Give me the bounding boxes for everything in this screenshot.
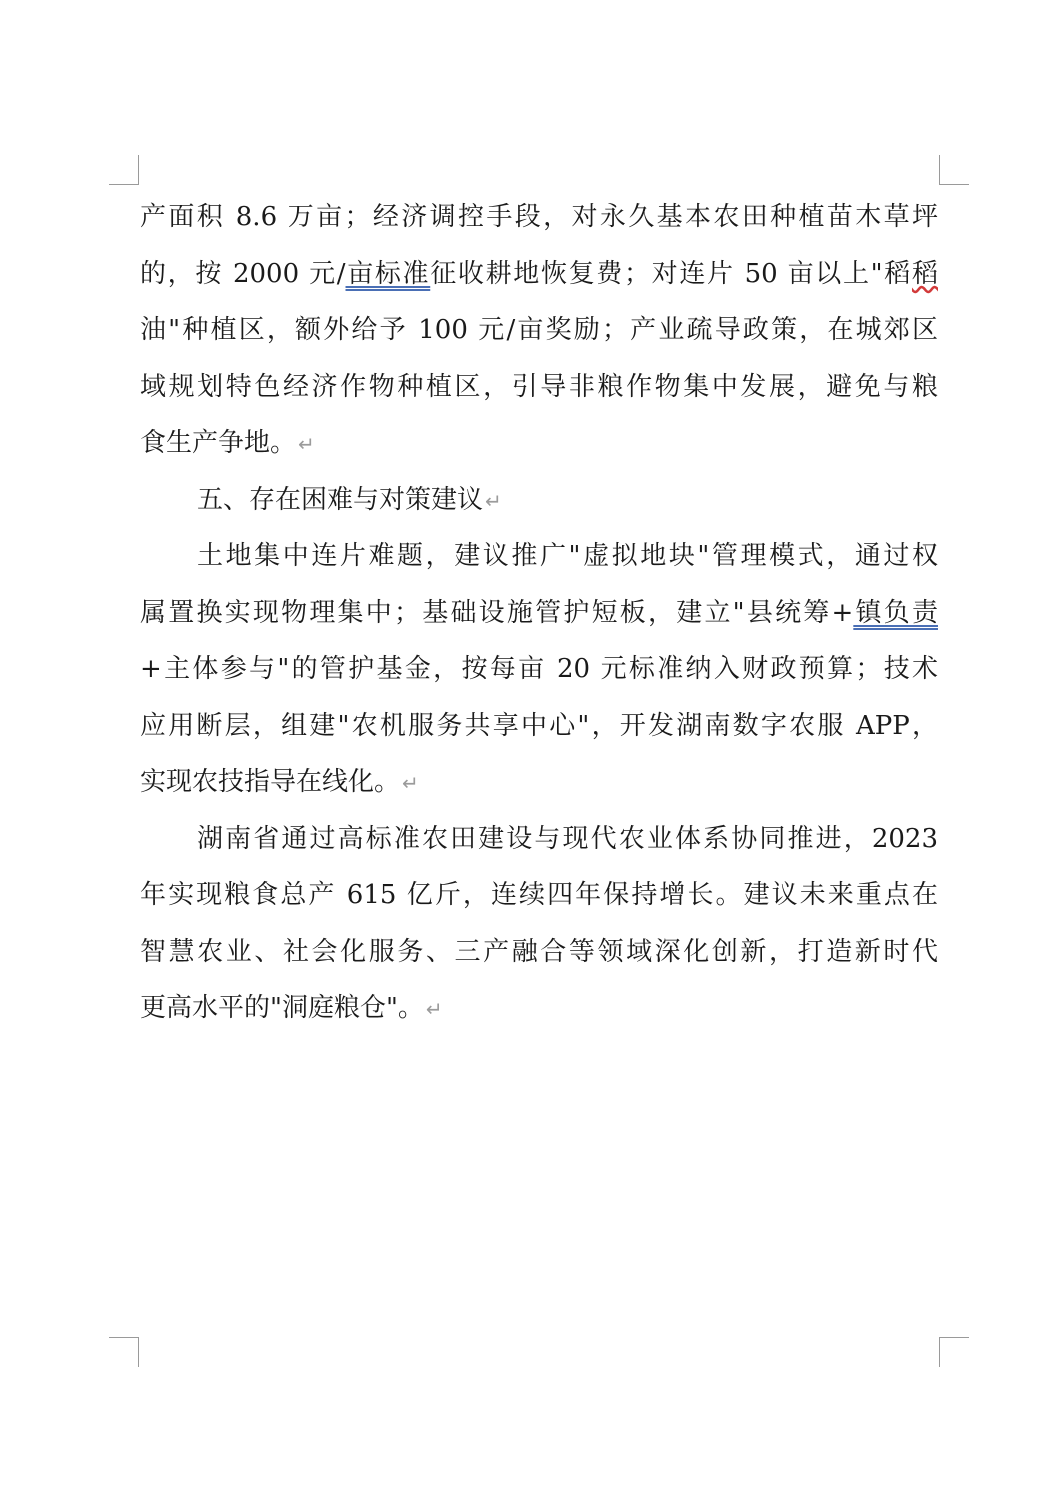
paragraph-mark-icon: ↵ [402, 771, 419, 795]
text-line: 更高水平的"洞庭粮仓"。 ↵ [140, 993, 443, 1023]
text-line: 湖南省通过高标准农田建设与现代农业体系协同推进，2023 [197, 823, 938, 854]
page-corner-mark-bottom-left [109, 1337, 139, 1367]
paragraph-mark-icon: ↵ [485, 488, 502, 513]
paragraph-difficulties-suggestions [140, 528, 938, 811]
text-line: 应用断层，组建"农机服务共享中心"，开发湖南数字农服 APP， [140, 710, 938, 741]
paragraph-conclusion [140, 811, 938, 1037]
page-corner-mark-top-left [109, 155, 139, 185]
document-body[interactable] [140, 189, 938, 1037]
text-line: 产面积 8.6 万亩；经济调控手段，对永久基本农田种植苗木草坪 [140, 202, 938, 232]
text-line: 食生产争地。 ↵ [140, 428, 315, 458]
text-line: 智慧农业、社会化服务、三产融合等领域深化创新，打造新时代 [140, 936, 938, 967]
text-line: 的，按 2000 元/亩标准征收耕地恢复费；对连片 50 亩以上"稻稻 [140, 258, 938, 289]
text-line: 油"种植区，额外给予 100 元/亩奖励；产业疏导政策，在城郊区 [140, 315, 938, 345]
spelling-underlined-text: 稻 [911, 258, 938, 289]
text-line: 域规划特色经济作物种植区，引导非粮作物集中发展，避免与粮 [140, 371, 938, 402]
page-corner-mark-bottom-right [939, 1337, 969, 1367]
grammar-underlined-text: 亩标准 [345, 258, 431, 289]
text-line: 实现农技指导在线化。 ↵ [140, 767, 419, 797]
paragraph-mark-icon: ↵ [425, 997, 443, 1021]
page-corner-mark-top-right [939, 155, 969, 185]
section-heading: 五、存在困难与对策建议 ↵ [197, 484, 502, 515]
grammar-underlined-text: 镇负责 [853, 597, 938, 628]
text-line: 土地集中连片难题，建议推广"虚拟地块"管理模式，通过权 [197, 541, 938, 571]
paragraph-mark-icon: ↵ [298, 432, 315, 456]
text-line: +主体参与"的管护基金，按每亩 20 元标准纳入财政预算；技术 [140, 654, 938, 684]
text-line: 属置换实现物理集中；基础设施管护短板，建立"县统筹+镇负责 [140, 597, 938, 628]
paragraph-policy-measures [140, 189, 938, 472]
text-line: 年实现粮食总产 615 亿斤，连续四年保持增长。建议未来重点在 [140, 880, 938, 910]
